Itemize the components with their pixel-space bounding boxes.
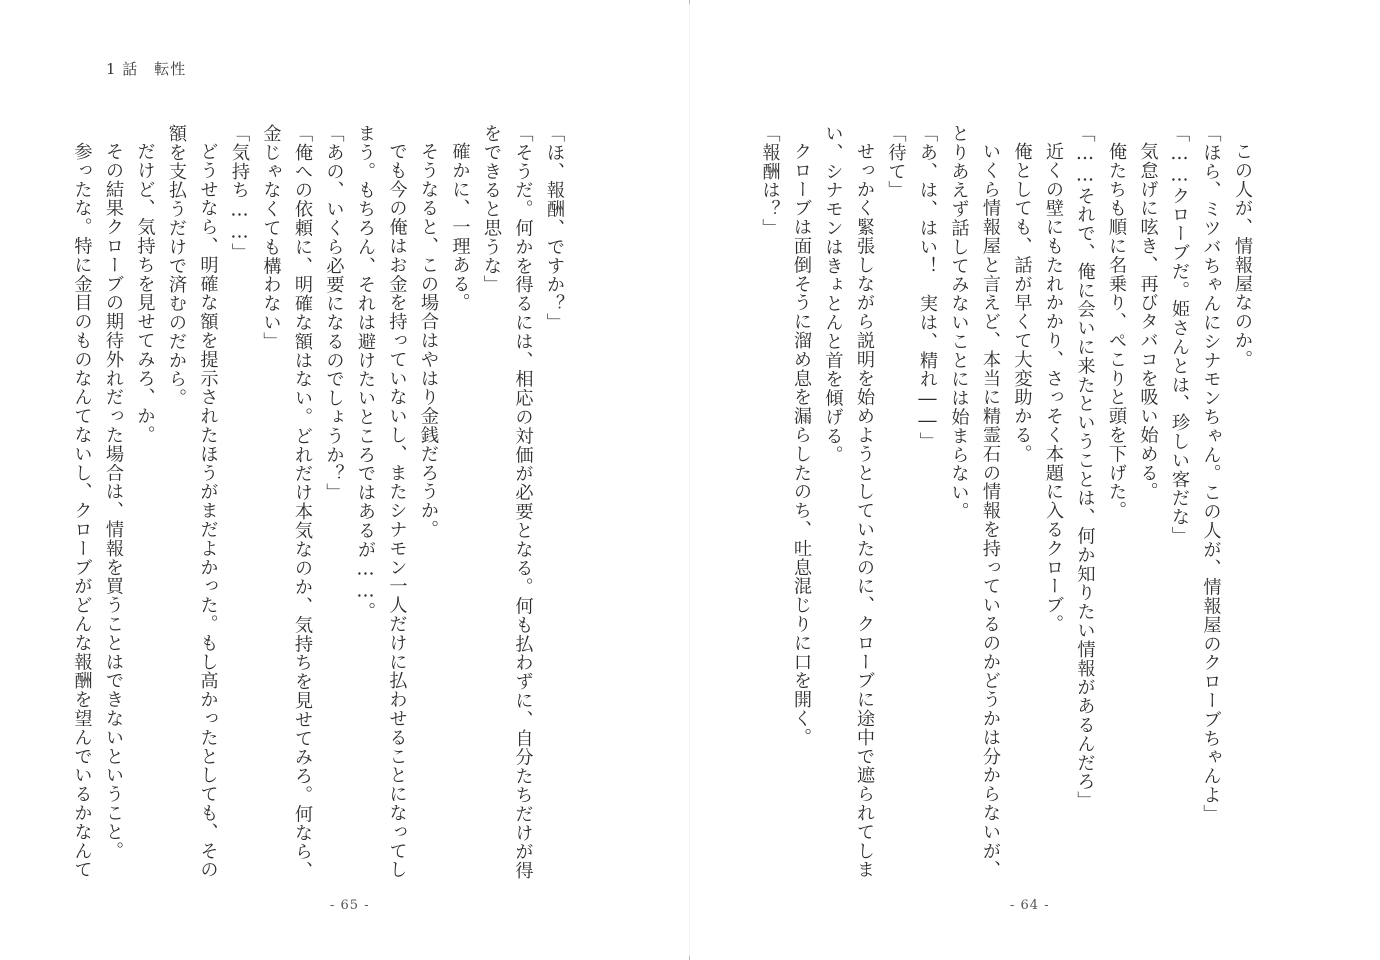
paragraph: 近くの壁にもたれかかり、さっそく本題に入るクローブ。 [1043, 142, 1064, 634]
paragraph: 「あの、いくら必要になるのでしょうか？」 [323, 124, 345, 502]
paragraph: いくら情報屋と言えど、本当に精霊石の情報を持っているのかどうかは分からないが、とりあえず話してみないことには始まらない。 [948, 124, 1001, 880]
paragraph: 「ほら、ミツバちゃんにシナモンちゃん。この人が、情報屋のクローブちゃんよ」 [1200, 124, 1222, 824]
paragraph: だけど、気持ちを見せてみろ、か。 [134, 142, 156, 445]
paragraph: どうせなら、明確な額を提示されたほうがまだよかった。もし高かったとしても、その額を支払うだけで済むのだから。 [166, 124, 219, 880]
paragraph: 確かに、一理ある。 [449, 142, 471, 313]
paragraph: でも今の俺はお金を持っていないし、またシナモン一人だけに払わせることになってしまう。もちろん、それは避けたいところではあるが……。 [355, 124, 408, 880]
paragraph: 「……それで、俺に会いに来たということは、何か知りたい情報があるんだろ」 [1074, 124, 1096, 810]
paragraph: 「気持ち……」 [229, 124, 250, 262]
paragraph: 気怠げに呟き、再びタバコを吸い始める。 [1137, 142, 1159, 502]
paragraph: 「待て」 [885, 124, 907, 200]
paragraph: この人が、情報屋なのか。 [1232, 142, 1253, 369]
paragraph: そうなると、この場合はやはり金銭だろうか。 [418, 142, 439, 540]
page-64 [690, 0, 1380, 960]
running-head-chapter-title: 1 話 転性 [106, 60, 187, 78]
body-text-page-64 [758, 124, 1258, 884]
paragraph: 俺としても、話が早くて大変助かる。 [1011, 142, 1033, 464]
paragraph: 「……クローブだ。姫さんとは、珍しい客だな」 [1169, 124, 1190, 546]
paragraph: せっかく緊張しながら説明を始めようとしていたのに、クローブに途中で遮られてしまい、シナモンはきょとんと首を傾げる。 [822, 124, 875, 880]
page-number: - 64 - [1010, 898, 1050, 913]
paragraph: 参ったな。特に金目のものなんてないし、クローブがどんな報酬を望んでいるかなんて [71, 142, 93, 880]
body-text-page-65 [71, 124, 570, 884]
paragraph: 「あ、は、はい！ 実は、精れ――」 [917, 124, 938, 451]
paragraph: 俺たちも順に名乗り、ぺこりと頭を下げた。 [1106, 142, 1127, 521]
paragraph: 「俺への依頼に、明確な額はない。どれだけ本気なのか、気持ちを見せてみろ。何なら、金じゃなくても構わない」 [260, 124, 313, 880]
paragraph: 「そうだ。何かを得るには、相応の対価が必要となる。何も払わずに、自分たちだけが得をできると思うな」 [481, 124, 534, 880]
paragraph: 「報酬は？」 [759, 124, 781, 238]
paragraph: 「ほ、報酬、ですか？」 [544, 124, 565, 332]
page-number: - 65 - [330, 898, 370, 913]
paragraph: クローブは面倒そうに溜め息を漏らしたのち、吐息混じりに口を開く。 [791, 142, 812, 747]
paragraph: その結果クローブの期待外れだった場合は、情報を買うことはできないということ。 [103, 142, 124, 861]
